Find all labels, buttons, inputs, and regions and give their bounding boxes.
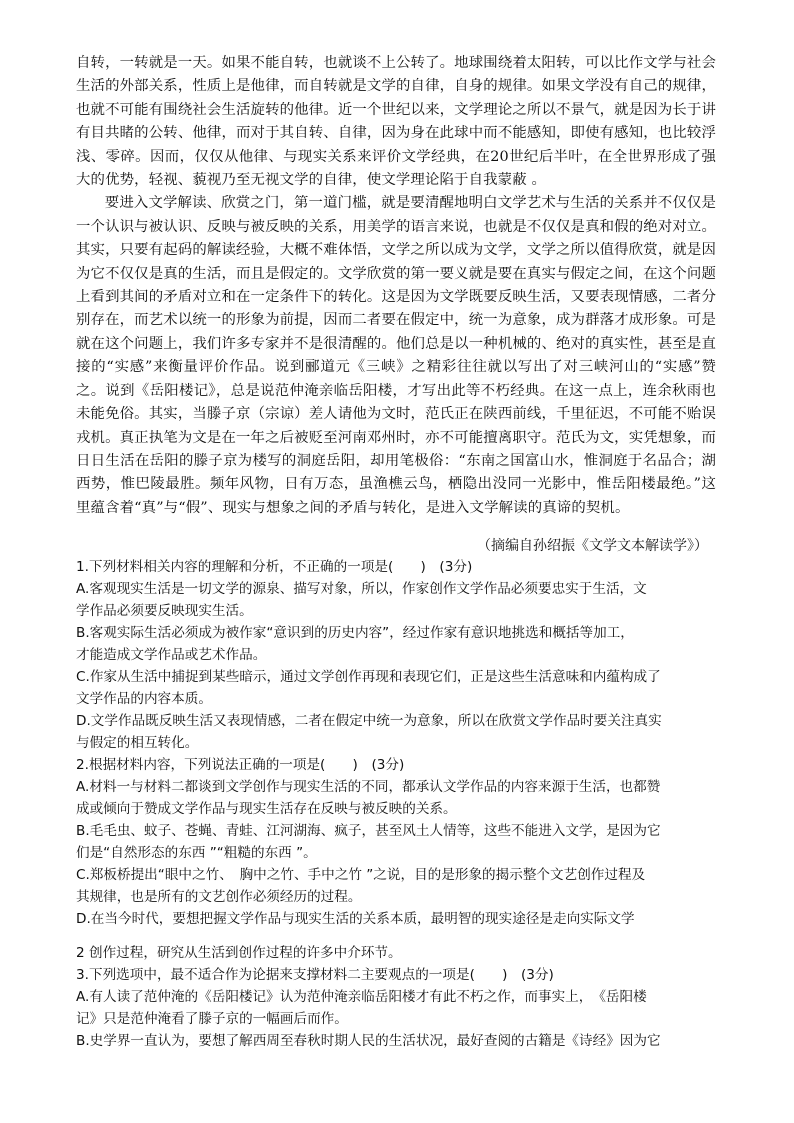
question-1-option-a: A.客观现实生活是一切文学的源泉、描写对象，所以，作家创作文学作品必须要忠实于生活，文 学作品必须要反映现实生活。 — [76, 581, 647, 619]
spacer — [76, 930, 722, 942]
question-1 — [76, 556, 722, 754]
question-3-option-a: A.有人读了范仲淹的《岳阳楼记》认为范仲淹亲临岳阳楼才有此不朽之作，而事实上， 《岳阳楼 记》只是范仲淹看了滕子京的一幅画后而作。 — [76, 989, 647, 1027]
question-2 — [76, 754, 722, 930]
question-1-option-d: D.文学作品既反映生活又表现情感，二者在假定中统一为意象，所以在欣赏文学作品时要关注真实 与假定的相互转化。 — [76, 713, 662, 751]
question-2-option-b: B.毛毛虫、蚊子、苍蝇、青蛙、江河湖海、疯子，甚至风土人情等，这些不能进入文学，是因为它 们是“自然形态的东西 ”“粗糙的东西 ”。 — [76, 823, 661, 861]
question-1-option-c: C.作家从生活中捕捉到某些暗示，通过文学创作再现和表现它们，正是这些生活意味和内蕴构成了 文学作品的内容本质。 — [76, 669, 661, 707]
question-3-stem: 3.下列选项中，最不适合作为论据来支撑材料二主要观点的一项是( ) (3分) — [76, 967, 554, 983]
passage-paragraph-1: 自转，一转就是一天。如果不能自转，也就谈不上公转了。地球围绕着太阳转，可以比作文学与社会生活的外部关系，性质上是他律，而自转就是文学的自律，自身的规律。如果文学没有自己的规律，也就不可能有围绕社会生活旋转的他律。近一个世纪以来，文学理论之所以不景气，就是因为长于讲有目共睹的公转、他律，而对于其自转、自律，因为身在此球中而不能感知，即使有感知，也比较浮浅、零碎。因而，仅仅从他律、与现实关系来评价文学经典，在20世纪后半叶，在全世界形成了强大的优势，轻视、藐视乃至无视文学的自律，使文学理论陷于自我蒙蔽 。 — [76, 55, 716, 189]
question-3 — [76, 942, 722, 1052]
question-2-option-c: C.郑板桥提出“眼中之竹、 胸中之竹、手中之竹 ”之说，目的是形象的揭示整个文艺创作过程及 其规律，也是所有的文艺创作必须经历的过程。 — [76, 867, 646, 905]
question-2-option-a: A.材料一与材料二都谈到文学创作与现实生活的不同，都承认文学作品的内容来源于生活，也都赞 成或倾向于赞成文学作品与现实生活存在反映与被反映的关系。 — [76, 779, 661, 817]
question-2-stem: 2.根据材料内容，下列说法正确的一项是( ) (3分) — [76, 757, 405, 773]
question-1-stem: 1.下列材料相关内容的理解和分析，不正确的一项是( ) (3分) — [76, 559, 473, 575]
question-3-option-b: B.史学界一直认为，要想了解西周至春秋时期人民的生活状况，最好查阅的古籍是《诗经》因为它 — [76, 1033, 661, 1049]
passage-paragraph-2: 要进入文学解读、欣赏之门，第一道门槛，就是要清醒地明白文学艺术与生活的关系并不仅仅是一个认识与被认识、反映与被反映的关系，用美学的语言来说，也就是不仅仅是真和假的绝对对立。其实，只要有起码的解读经验，大概不难体悟，文学之所以成为文学，文学之所以值得欣赏，就是因为它不仅仅是真的生活，而且是假定的。文学欣赏的第一要义就是要在真实与假定之间，在这个问题上看到其间的矛盾对立和在一定条件下的转化。这是因为文学既要反映生活，又要表现情感，二者分别存在，而艺术以统一的形象为前提，因而二者要在假定中，统一为意象，成为群落才成形象。可是就在这个问题上，我们许多专家并不是很清醒的。他们总是以一种机械的、绝对的真实性，甚至是直接的“实感”来衡量评价作品。说到郦道元《三峡》之精彩往往就以写出了对三峡河山的“实感”赞之。说到《岳阳楼记》，总是说范仲淹亲临岳阳楼，才写出此等不朽经典。在这一点上，连余秋雨也未能免俗。其实，当滕子京（宗谅）差人请他为文时，范氏正在陕西前线，千里征迟，不可能不贻误戎机。真正执笔为文是在一年之后被贬至河南邓州时，亦不可能擅离职守。范氏为文，实凭想象，而日日生活在岳阳的滕子京为楼写的洞庭岳阳，却用笔极俗：“东南之国富山水，惟洞庭于名品合；湖西势，惟巴陵最胜。频年风物，日有万态，虽渔樵云鸟，栖隐出没同一光影中，惟岳阳楼最绝。”这里蕴含着“真”与“假”、现实与想象之间的矛盾与转化，是进入文学解读的真谛的契机。 — [76, 195, 716, 516]
question-1-option-b: B.客观实际生活必须成为被作家“意识到的历史内容”，经过作家有意识地挑选和概括等加工， 才能造成文学作品或艺术作品。 — [76, 625, 634, 663]
passage-source: （摘编自孙绍振《文学文本解读学》） — [477, 538, 708, 554]
question-section — [76, 556, 722, 1052]
reading-passage — [76, 52, 716, 520]
question-2-option-d: D.在当今时代，要想把握文学作品与现实生活的关系本质，最明智的现实途径是走向实际文学 — [76, 911, 635, 927]
question-2-option-d-continuation: 2 创作过程，研究从生活到创作过程的许多中介环节。 — [76, 945, 402, 961]
